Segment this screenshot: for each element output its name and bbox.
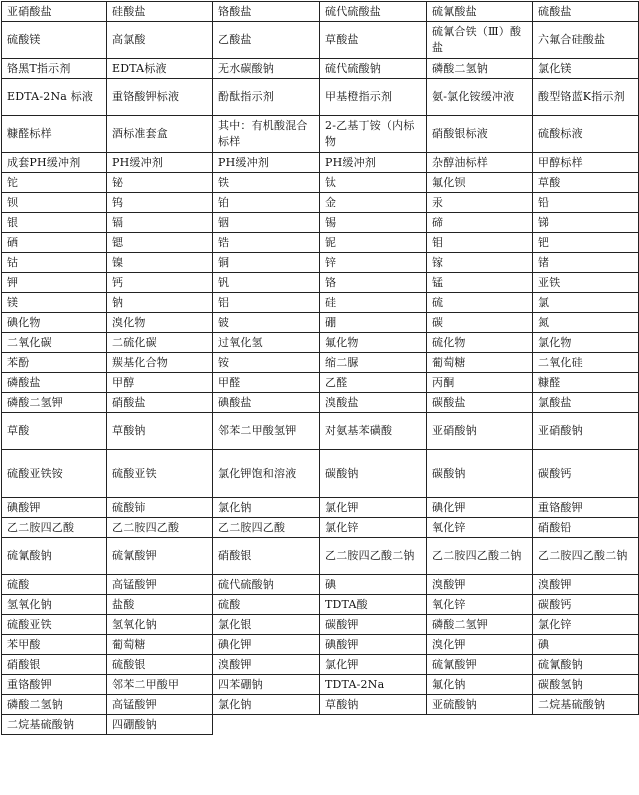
table-cell: 氯化钠 <box>213 695 320 715</box>
reagent-table-body <box>2 2 639 735</box>
table-cell: 碘化钾 <box>427 498 533 518</box>
table-row <box>2 273 639 293</box>
table-cell: 钙 <box>107 273 213 293</box>
table-cell: 硫氰酸钾 <box>427 655 533 675</box>
table-cell: 溴酸盐 <box>320 393 427 413</box>
table-cell: 甲醇 <box>107 373 213 393</box>
table-cell: 钛 <box>320 173 427 193</box>
table-cell: 二烷基硫酸钠 <box>533 695 639 715</box>
table-cell: 四苯硼钠 <box>213 675 320 695</box>
table-cell: 硫酸盐 <box>533 2 639 22</box>
table-cell: 硫酸标液 <box>533 116 639 153</box>
table-cell: 二烷基硫酸钠 <box>2 715 107 735</box>
table-cell: 甲醇标样 <box>533 153 639 173</box>
table-cell: 氟化物 <box>320 333 427 353</box>
table-cell: 溴化钾 <box>427 635 533 655</box>
table-cell: 碳酸盐 <box>427 393 533 413</box>
table-cell: 硝酸盐 <box>107 393 213 413</box>
table-cell: 亚硝酸钠 <box>427 413 533 450</box>
table-cell: 硫酸亚铁 <box>2 615 107 635</box>
table-cell: 高锰酸钾 <box>107 575 213 595</box>
table-cell: 氯化钾 <box>320 655 427 675</box>
table-row <box>2 79 639 116</box>
table-cell: 2-乙基丁铵（内标物 <box>320 116 427 153</box>
table-row <box>2 233 639 253</box>
table-cell: 乙二胺四乙酸 <box>213 518 320 538</box>
table-cell: 过氧化氢 <box>213 333 320 353</box>
table-cell: 苯酚 <box>2 353 107 373</box>
table-cell: 草酸钠 <box>107 413 213 450</box>
table-cell: 氯化锌 <box>320 518 427 538</box>
table-row <box>2 595 639 615</box>
table-cell: 硫酸 <box>213 595 320 615</box>
table-cell: 四硼酸钠 <box>107 715 213 735</box>
table-row <box>2 333 639 353</box>
table-cell: 草酸 <box>533 173 639 193</box>
table-cell: 甲基橙指示剂 <box>320 79 427 116</box>
table-cell: 锗 <box>533 253 639 273</box>
table-cell: 酒标准套盒 <box>107 116 213 153</box>
table-cell: 二氧化碳 <box>2 333 107 353</box>
table-cell: 硅 <box>320 293 427 313</box>
table-cell: 钴 <box>2 253 107 273</box>
table-cell: 硝酸银标液 <box>427 116 533 153</box>
table-cell: 溴酸钾 <box>213 655 320 675</box>
table-cell: 糠醛标样 <box>2 116 107 153</box>
table-cell: 溴化物 <box>107 313 213 333</box>
table-cell: 氟化钡 <box>427 173 533 193</box>
table-cell: 氢氧化钠 <box>2 595 107 615</box>
table-cell: 酸型铬蓝K指示剂 <box>533 79 639 116</box>
table-cell: 重铬酸钾 <box>533 498 639 518</box>
table-cell: 锆 <box>213 233 320 253</box>
table-row <box>2 538 639 575</box>
table-cell: 硫代硫酸盐 <box>320 2 427 22</box>
table-cell: 氯化镁 <box>533 59 639 79</box>
table-cell: 碳酸钠 <box>320 450 427 498</box>
table-cell: 金 <box>320 193 427 213</box>
table-cell: 丙酮 <box>427 373 533 393</box>
table-cell: 铝 <box>213 293 320 313</box>
table-row <box>2 498 639 518</box>
table-cell: 硫代硫酸钠 <box>320 59 427 79</box>
table-cell: 邻苯二甲酸甲 <box>107 675 213 695</box>
table-cell: 糠醛 <box>533 373 639 393</box>
table-row <box>2 450 639 498</box>
table-row <box>2 518 639 538</box>
table-cell: 溴酸钾 <box>533 575 639 595</box>
table-cell: 硫化物 <box>427 333 533 353</box>
table-cell: 铬酸盐 <box>213 2 320 22</box>
table-cell: 铟 <box>213 213 320 233</box>
table-cell: 乙二胺四乙酸二钠 <box>427 538 533 575</box>
table-cell: 氮 <box>533 313 639 333</box>
table-cell: 乙二胺四乙酸 <box>107 518 213 538</box>
table-cell: 铍 <box>213 313 320 333</box>
table-cell: 二硫化碳 <box>107 333 213 353</box>
table-cell: 亚硝酸钠 <box>533 413 639 450</box>
table-cell: EDTA标液 <box>107 59 213 79</box>
table-row <box>2 193 639 213</box>
table-row <box>2 635 639 655</box>
table-cell: 氯化物 <box>533 333 639 353</box>
table-cell: 碘 <box>533 635 639 655</box>
table-cell: TDTA酸 <box>320 595 427 615</box>
table-cell: 葡萄糖 <box>427 353 533 373</box>
table-row <box>2 293 639 313</box>
table-cell: 硫酸铈 <box>107 498 213 518</box>
table-cell: 二氧化硅 <box>533 353 639 373</box>
table-cell: 碳酸氢钠 <box>533 675 639 695</box>
table-cell: 锡 <box>320 213 427 233</box>
table-row <box>2 313 639 333</box>
table-row <box>2 213 639 233</box>
table-cell: 碘酸钾 <box>320 635 427 655</box>
table-cell: 磷酸盐 <box>2 373 107 393</box>
table-cell: 甲醛 <box>213 373 320 393</box>
table-row <box>2 393 639 413</box>
table-cell: 铜 <box>213 253 320 273</box>
table-cell: 锌 <box>320 253 427 273</box>
table-cell: 酚酞指示剂 <box>213 79 320 116</box>
table-row <box>2 153 639 173</box>
table-cell: 铋 <box>107 173 213 193</box>
table-cell: 氯酸盐 <box>533 393 639 413</box>
table-cell: 汞 <box>427 193 533 213</box>
table-cell: 对氨基苯磺酸 <box>320 413 427 450</box>
table-cell: 重铬酸钾 <box>2 675 107 695</box>
table-cell: 硫 <box>427 293 533 313</box>
table-row <box>2 59 639 79</box>
table-cell: 铊 <box>2 173 107 193</box>
table-cell: 硝酸银 <box>213 538 320 575</box>
table-cell: 缩二脲 <box>320 353 427 373</box>
table-cell: 碘 <box>320 575 427 595</box>
table-cell: 高氯酸 <box>107 22 213 59</box>
table-row <box>2 413 639 450</box>
table-cell: 亚硫酸钠 <box>427 695 533 715</box>
table-cell: 氯 <box>533 293 639 313</box>
table-cell: 碘酸钾 <box>2 498 107 518</box>
table-cell: 其中：有机酸混合标样 <box>213 116 320 153</box>
table-cell: 乙醛 <box>320 373 427 393</box>
table-cell: 乙酸盐 <box>213 22 320 59</box>
table-row <box>2 353 639 373</box>
table-cell: 钒 <box>213 273 320 293</box>
table-cell: 铅 <box>533 193 639 213</box>
table-cell: 钡 <box>2 193 107 213</box>
table-cell: 重铬酸钾标液 <box>107 79 213 116</box>
table-cell: 硼 <box>320 313 427 333</box>
table-cell: 镉 <box>107 213 213 233</box>
table-cell: 六氟合硅酸盐 <box>533 22 639 59</box>
table-cell: 羰基化合物 <box>107 353 213 373</box>
table-cell: 草酸盐 <box>320 22 427 59</box>
table-cell: 铬 <box>320 273 427 293</box>
table-cell: 草酸钠 <box>320 695 427 715</box>
table-row <box>2 675 639 695</box>
table-cell: 氯化钾 <box>320 498 427 518</box>
table-row <box>2 695 639 715</box>
table-cell: 苯甲酸 <box>2 635 107 655</box>
table-cell: 无水碳酸钠 <box>213 59 320 79</box>
table-cell: 钨 <box>107 193 213 213</box>
table-cell: 草酸 <box>2 413 107 450</box>
table-cell: 硫酸亚铁 <box>107 450 213 498</box>
table-cell: 钯 <box>533 233 639 253</box>
table-cell: 硫代硫酸钠 <box>213 575 320 595</box>
table-cell: 镓 <box>427 253 533 273</box>
table-cell: 碘化钾 <box>213 635 320 655</box>
table-cell: 碳酸钾 <box>320 615 427 635</box>
table-cell: 磷酸二氢钾 <box>427 615 533 635</box>
table-cell: 氧化锌 <box>427 518 533 538</box>
table-cell: 磷酸二氢钠 <box>2 695 107 715</box>
table-cell: 硫氰合铁（Ⅲ）酸盐 <box>427 22 533 59</box>
table-cell: 盐酸 <box>107 595 213 615</box>
table-cell: 碳 <box>427 313 533 333</box>
table-cell: 硫酸亚铁铵 <box>2 450 107 498</box>
table-cell: PH缓冲剂 <box>320 153 427 173</box>
table-cell: 氯化钾饱和溶液 <box>213 450 320 498</box>
table-cell: 铌 <box>320 233 427 253</box>
table-cell: 硫酸 <box>2 575 107 595</box>
table-cell: 硅酸盐 <box>107 2 213 22</box>
table-cell: 亚硝酸盐 <box>2 2 107 22</box>
table-cell: 硫氰酸钠 <box>533 655 639 675</box>
table-cell: PH缓冲剂 <box>213 153 320 173</box>
table-cell: 高锰酸钾 <box>107 695 213 715</box>
table-cell: 乙二胺四乙酸 <box>2 518 107 538</box>
table-cell: 氟化钠 <box>427 675 533 695</box>
table-cell: EDTA-2Na 标液 <box>2 79 107 116</box>
table-cell: 碲 <box>427 213 533 233</box>
table-row <box>2 2 639 22</box>
table-cell: 氯化锌 <box>533 615 639 635</box>
table-cell: 氨-氯化铵缓冲液 <box>427 79 533 116</box>
table-cell: 锰 <box>427 273 533 293</box>
table-cell: 银 <box>2 213 107 233</box>
table-cell: 溴酸钾 <box>427 575 533 595</box>
table-cell: 乙二胺四乙酸二钠 <box>533 538 639 575</box>
table-cell: TDTA-2Na <box>320 675 427 695</box>
table-cell: 钾 <box>2 273 107 293</box>
table-cell: 钠 <box>107 293 213 313</box>
table-cell: 镍 <box>107 253 213 273</box>
table-row <box>2 173 639 193</box>
table-cell: 硝酸铅 <box>533 518 639 538</box>
table-cell: 葡萄糖 <box>107 635 213 655</box>
table-cell: 磷酸二氢钾 <box>2 393 107 413</box>
table-cell: 碘化物 <box>2 313 107 333</box>
table-row <box>2 655 639 675</box>
table-cell: 锶 <box>107 233 213 253</box>
table-cell: 磷酸二氢钠 <box>427 59 533 79</box>
table-cell: 铬黑T指示剂 <box>2 59 107 79</box>
table-cell: 成套PH缓冲剂 <box>2 153 107 173</box>
table-cell: 杂醇油标样 <box>427 153 533 173</box>
reagent-table <box>1 1 639 735</box>
table-cell: 乙二胺四乙酸二钠 <box>320 538 427 575</box>
table-cell: 氧化锌 <box>427 595 533 615</box>
table-cell: 硝酸银 <box>2 655 107 675</box>
table-cell: 镁 <box>2 293 107 313</box>
table-cell: 碳酸钠 <box>427 450 533 498</box>
table-row <box>2 575 639 595</box>
table-cell: 邻苯二甲酸氢钾 <box>213 413 320 450</box>
table-cell: 硫氰酸钠 <box>2 538 107 575</box>
table-cell: 硫氰酸盐 <box>427 2 533 22</box>
table-cell: 硫氰酸钾 <box>107 538 213 575</box>
table-cell: 硒 <box>2 233 107 253</box>
table-cell: 铁 <box>213 173 320 193</box>
table-cell: 碳酸钙 <box>533 595 639 615</box>
table-cell: 硫酸银 <box>107 655 213 675</box>
table-row <box>2 22 639 59</box>
table-row <box>2 615 639 635</box>
table-cell: 硫酸镁 <box>2 22 107 59</box>
table-cell: 氯化银 <box>213 615 320 635</box>
table-cell: 氯化钠 <box>213 498 320 518</box>
table-cell: PH缓冲剂 <box>107 153 213 173</box>
table-cell: 亚铁 <box>533 273 639 293</box>
table-cell: 锑 <box>533 213 639 233</box>
table-row <box>2 373 639 393</box>
table-cell: 钼 <box>427 233 533 253</box>
table-cell: 氢氧化钠 <box>107 615 213 635</box>
table-cell: 铵 <box>213 353 320 373</box>
table-row <box>2 253 639 273</box>
table-row <box>2 116 639 153</box>
table-cell: 碘酸盐 <box>213 393 320 413</box>
table-row <box>2 715 639 735</box>
table-cell: 铂 <box>213 193 320 213</box>
table-cell: 碳酸钙 <box>533 450 639 498</box>
